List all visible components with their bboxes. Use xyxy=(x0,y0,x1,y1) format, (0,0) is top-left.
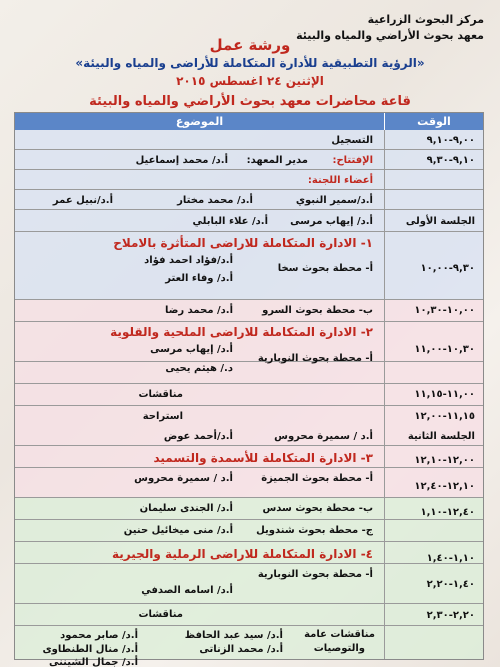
committee-member: أ.د/ محمد مختار xyxy=(177,195,253,206)
section-heading-4: ٤- الادارة المتكاملة للاراضى الرملية والجيرية xyxy=(112,547,373,561)
time-cell: ١١,٠٠-١١,١٥ xyxy=(414,389,475,400)
session-label: الجلسة الأولى xyxy=(405,216,475,227)
discussion-label: مناقشات xyxy=(138,389,183,400)
table-row xyxy=(15,520,483,542)
station-name: أ- محطة بحوث الجميزة xyxy=(261,473,373,484)
discussant-name: أ.د/ جمال الشيننى xyxy=(48,657,138,667)
presenter-name: أ.د/ اسامه الصدفي xyxy=(141,585,233,596)
discussant-name: أ.د/ منال الطنطاوى xyxy=(42,644,138,655)
time-cell: ١٢,١٠-١٢,٤٠ xyxy=(414,481,475,492)
session-chair: أ.د/أحمد عوض xyxy=(163,431,233,442)
presenter-name: أ.د / سميرة محروس xyxy=(134,473,233,484)
station-name: أ- محطة بحوث النوبارية xyxy=(257,353,373,364)
table-row xyxy=(15,384,483,406)
table-row xyxy=(15,130,483,150)
column-divider xyxy=(384,130,385,659)
presenter-name: أ.د/فؤاد احمد فؤاد xyxy=(144,255,233,266)
registration-label: التسجيل xyxy=(331,135,373,146)
discussant-name: أ.د/ سيد عبد الحافظ xyxy=(184,630,283,641)
session-label: الجلسة الثانية xyxy=(407,431,475,442)
section-heading-1: ١- الادارة المتكاملة للاراضى المتأثرة بالاملاح xyxy=(113,236,373,250)
discussion-label: مناقشات xyxy=(138,609,183,620)
opening-label: الإفتتاح: xyxy=(332,155,373,166)
org-line-2: معهد بحوث الأراضي والمياه والبيئة xyxy=(296,29,484,42)
committee-member: أ.د/نبيل عمر xyxy=(52,195,113,206)
time-cell: ١,١٠-١,٤٠ xyxy=(426,553,475,564)
station-name: ب- محطة بحوث السرو xyxy=(262,305,373,316)
time-cell: ٩,١٠-٩,٣٠ xyxy=(426,155,475,166)
time-cell: ٢,٢٠-٢,٣٠ xyxy=(426,610,475,621)
final-recommendations-label: والتوصيات xyxy=(313,643,365,654)
discussant-name: أ.د/ محمد الزناتى xyxy=(199,644,283,655)
table-row xyxy=(15,362,483,384)
station-name: ج- محطة بحوث شندويل xyxy=(256,525,373,536)
break-label: استراحة xyxy=(142,411,183,422)
presenter-name: أ.د/ منى ميخائيل حنين xyxy=(123,525,233,536)
table-row xyxy=(15,300,483,322)
final-discussion-label: مناقشات عامة xyxy=(304,629,375,640)
presenter-name: أ.د/ محمد رضا xyxy=(164,305,233,316)
workshop-date: الإثنين ٢٤ اغسطس ٢٠١٥ xyxy=(176,74,324,88)
time-cell: ١,٤٠-٢,٢٠ xyxy=(426,579,475,590)
section-heading-2: ٢- الادارة المتكاملة للاراضى الملحية والقلوية xyxy=(110,325,373,339)
time-cell: ٩,٠٠-٩,١٠ xyxy=(426,135,475,146)
table-row xyxy=(15,604,483,626)
station-name: ب- محطة بحوث سدس xyxy=(262,503,373,514)
workshop-subtitle: «الرؤية التطبيقية للأدارة المتكاملة للأراضى والمياه والبيئة» xyxy=(75,56,425,70)
time-cell: ١٠,٠٠-١٠,٣٠ xyxy=(414,305,475,316)
workshop-venue: قاعة محاضرات معهد بحوث الأراضي والمياه والبيئة xyxy=(89,94,411,109)
table-row xyxy=(15,498,483,520)
presenter-name: أ.د/ وفاء العتر xyxy=(165,273,233,284)
table-row xyxy=(15,468,483,498)
program-table xyxy=(14,112,484,667)
session-chair: أ.د/ علاء البابلي xyxy=(192,216,268,227)
time-cell: ١٢,٠٠-١٢,١٠ xyxy=(414,455,475,466)
opening-speaker: أ.د/ محمد إسماعيل xyxy=(135,155,228,166)
section-heading-3: ٣- الادارة المتكاملة للأسمدة والتسميد xyxy=(153,451,373,465)
column-header-time: الوقت xyxy=(385,113,483,130)
workshop-title: ورشة عمل xyxy=(209,36,291,54)
table-row xyxy=(15,170,483,190)
committee-member: أ.د/سمير النبوي xyxy=(295,195,373,206)
station-name: أ- محطة بحوث سخا xyxy=(277,263,373,274)
committee-label: أعضاء اللجنة: xyxy=(307,175,373,186)
time-cell: ١٢,٤٠-١,١٠ xyxy=(420,507,475,518)
org-line-1: مركز البحوث الزراعية xyxy=(367,13,484,26)
session-chair: أ.د / سميرة محروس xyxy=(274,431,373,442)
presenter-name: د./ هيثم يحيى xyxy=(165,363,233,374)
opening-role: مدير المعهد: xyxy=(246,155,308,166)
time-cell: ١٠,٣٠-١١,٠٠ xyxy=(414,344,475,355)
time-cell: ١١,١٥-١٢,٠٠ xyxy=(414,411,475,422)
station-name: أ- محطة بحوث النوبارية xyxy=(257,569,373,580)
presenter-name: أ.د/ إيهاب مرسى xyxy=(150,344,233,355)
column-header-topic: الموضوع xyxy=(15,113,385,130)
session-chair: أ.د/ إيهاب مرسى xyxy=(290,216,373,227)
table-row xyxy=(15,564,483,604)
presenter-name: أ.د/ الجندى سليمان xyxy=(139,503,233,514)
time-cell: ٩,٣٠-١٠,٠٠ xyxy=(420,263,475,274)
discussant-name: أ.د/ صابر محمود xyxy=(60,630,138,641)
